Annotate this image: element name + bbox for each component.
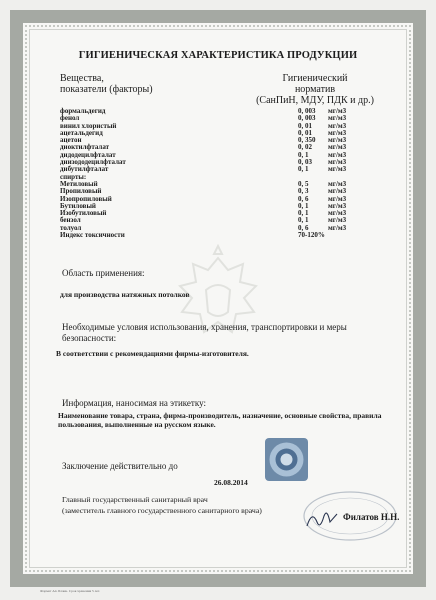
document-title: ГИГИЕНИЧЕСКАЯ ХАРАКТЕРИСТИКА ПРОДУКЦИИ	[78, 50, 358, 61]
substance-value: 0, 5	[298, 179, 309, 188]
substance-name: дибутилфталат	[60, 165, 109, 174]
substance-unit: мг/м3	[328, 136, 347, 145]
substance-name: диоктилфталат	[60, 143, 110, 152]
substance-unit: мг/м3	[328, 223, 347, 232]
substance-name: формальдегид	[60, 107, 106, 115]
substance-unit: мг/м3	[328, 194, 347, 203]
substance-value: 0, 1	[298, 165, 309, 174]
substance-value: 0, 1	[298, 150, 309, 159]
signature-icon	[304, 506, 340, 532]
substance-value: 0, 003	[298, 114, 316, 123]
substance-unit: мг/м3	[328, 150, 347, 159]
substance-value: 0, 03	[298, 158, 312, 167]
substance-name: спирты:	[60, 172, 87, 181]
substance-name: ацетальдегид	[60, 128, 103, 137]
substance-unit: мг/м3	[328, 201, 347, 210]
substances-table	[60, 108, 346, 239]
substance-value: 0, 003	[298, 107, 316, 115]
standard-header-line: норматив	[294, 84, 336, 95]
standard-column-header	[245, 73, 385, 106]
substance-value: 0, 6	[298, 223, 309, 232]
substance-value: 0, 1	[298, 209, 309, 218]
substance-unit: мг/м3	[328, 158, 347, 167]
substance-name: Метиловый	[60, 179, 98, 188]
conclusion-label: Заключение действительно до	[62, 461, 178, 471]
label-info-value: Наименование товара, страна, фирма-производитель, назначение, основные свойства, правила пользования, выполненные на русском языке.	[58, 411, 382, 429]
substance-name: диизододецилфталат	[60, 158, 126, 167]
label-info-label: Информация, наносимая на этикетку:	[62, 398, 206, 408]
substance-name: ацетон	[60, 136, 82, 145]
substance-name: толуол	[60, 223, 82, 232]
substance-name: фенол	[60, 114, 80, 123]
scope-value: для производства натяжных потолков	[60, 290, 190, 299]
signer-name: Филатов Н.Н.	[343, 512, 400, 522]
substance-name: дидодецилфталат	[60, 150, 116, 159]
substance-name: Изобутиловый	[60, 209, 107, 218]
substances-header-line: Вещества,	[60, 73, 104, 84]
substance-value: 0, 3	[298, 187, 309, 196]
substance-unit: мг/м3	[328, 128, 347, 137]
substance-name: Индекс токсичности	[60, 231, 125, 240]
doctor-title	[62, 494, 262, 516]
substance-unit: мг/м3	[328, 107, 347, 115]
substance-row	[60, 166, 346, 173]
standard-header-line: Гигиенический	[282, 73, 348, 84]
substance-unit: мг/м3	[328, 121, 347, 130]
substance-value: 0, 1	[298, 216, 309, 225]
substance-name: винил хлористый	[60, 121, 117, 130]
substance-name: бензол	[60, 216, 81, 225]
substance-value: 0, 6	[298, 194, 309, 203]
substance-value: 0, 01	[298, 128, 312, 137]
standard-header-line: (СанПиН, МДУ, ПДК и др.)	[256, 95, 374, 106]
doctor-title-line: (заместитель главного государственного санитарного врача)	[62, 506, 262, 515]
conditions-label: Необходимые условия использования, хранения, транспортировки и меры безопасности:	[62, 322, 347, 343]
doctor-title-line: Главный государственный санитарный врач	[62, 495, 208, 504]
hologram-seal-icon	[264, 437, 309, 482]
substance-unit: мг/м3	[328, 209, 347, 218]
substance-unit: мг/м3	[328, 216, 347, 225]
form-footer: Формат А4. Бланк. Срок хранения 5 лет.	[40, 589, 101, 593]
substance-value: 0, 350	[298, 136, 316, 145]
substance-unit: мг/м3	[328, 187, 347, 196]
substance-name: Бутиловый	[60, 201, 96, 210]
substance-value: 0, 01	[298, 121, 312, 130]
substance-unit: мг/м3	[328, 143, 347, 152]
substance-name: Пропиловый	[60, 187, 102, 196]
substance-name: Изопропиловый	[60, 194, 112, 203]
scope-label: Область применения:	[62, 268, 145, 278]
substance-value: 70-120%	[298, 231, 325, 240]
conditions-value: В соответствии с рекомендациями фирмы-изготовителя.	[56, 349, 249, 358]
substance-unit: мг/м3	[328, 179, 347, 188]
substance-unit: мг/м3	[328, 165, 347, 174]
substances-column-header	[60, 73, 153, 95]
substance-row	[60, 232, 346, 239]
substance-value: 0, 02	[298, 143, 312, 152]
substance-value: 0, 1	[298, 201, 309, 210]
substance-unit: мг/м3	[328, 114, 347, 123]
conclusion-date: 26.08.2014	[214, 478, 248, 487]
substances-header-line: показатели (факторы)	[60, 84, 153, 95]
